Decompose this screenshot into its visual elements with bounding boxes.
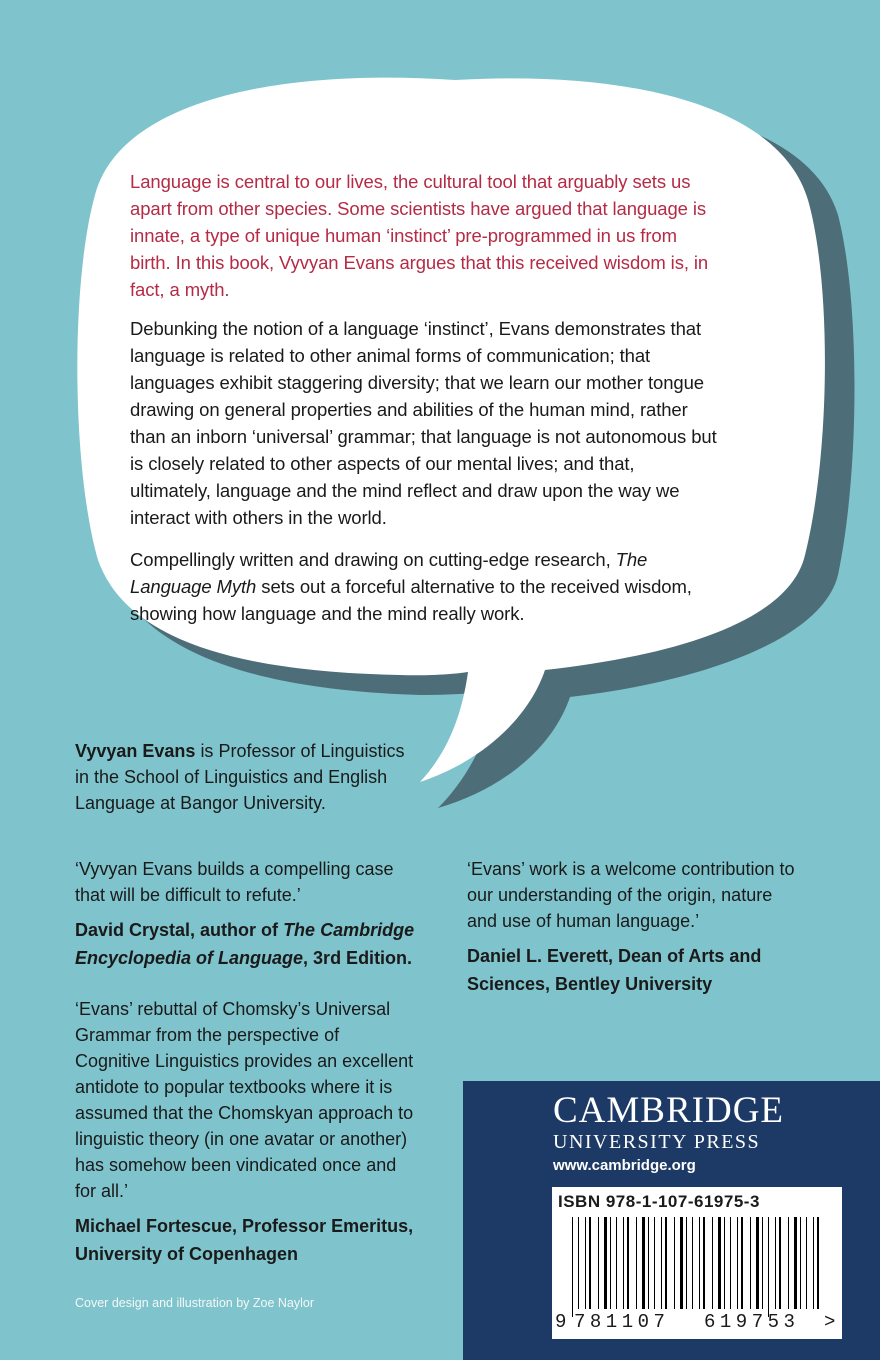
barcode-bar <box>665 1217 667 1309</box>
barcode-bar <box>800 1217 801 1309</box>
barcode-digits-left: 781107 <box>574 1311 670 1333</box>
publisher-subtitle: UNIVERSITY PRESS <box>553 1131 761 1153</box>
barcode-bar <box>750 1217 751 1309</box>
barcode-bar <box>616 1217 617 1309</box>
barcode-bar <box>806 1217 807 1309</box>
author-bio-text: is Professor of Linguistics in the School of Linguistics and English Language at Bangor University. <box>75 741 405 813</box>
barcode-bar <box>724 1217 725 1309</box>
blurb-intro: Language is central to our lives, the cultural tool that arguably sets us apart from other species. Some scientists have argued that language is innate, a type of unique human ‘instinct’ pre-programmed in us from birth. In this book, Vyvyan Evans argues that this received wisdom is, in fact, a myth. <box>130 171 709 300</box>
barcode-bar <box>741 1217 743 1309</box>
barcode-bar <box>654 1217 655 1309</box>
endorsement-source-name: David Crystal, author of <box>75 920 279 940</box>
barcode-bar <box>794 1217 797 1309</box>
barcode-bar <box>788 1217 789 1309</box>
barcode-bar <box>661 1217 662 1309</box>
endorsement-crystal <box>75 856 415 972</box>
author-name: Vyvyan Evans <box>75 741 196 761</box>
barcode-bar <box>610 1217 611 1309</box>
endorsement-source-title: The Cambridge Encyclopedia of Language <box>75 920 415 968</box>
barcode-bar <box>585 1217 586 1309</box>
endorsement-everett <box>467 856 797 998</box>
barcode-bar <box>648 1217 649 1309</box>
blurb-conclusion <box>130 546 720 627</box>
barcode-digits-right: 619753 <box>704 1311 800 1333</box>
barcode-bar <box>737 1217 738 1309</box>
blurb-conclusion-start: Compellingly written and drawing on cutting-edge research, <box>130 549 611 570</box>
endorsement-source: Michael Fortescue, Professor Emeritus, University of Copenhagen <box>75 1216 414 1264</box>
publisher-name: CAMBRIDGE <box>553 1090 785 1131</box>
barcode-bar <box>730 1217 731 1309</box>
barcode-bar <box>623 1217 624 1309</box>
endorsement-text: ‘Evans’ rebuttal of Chomsky’s Universal Grammar from the perspective of Cognitive Linguistics provides an excellent antidote to popular textbooks where it is assumed that the Chomskyan approach to linguistic theory (in one avatar or another) has somehow been vindicated once and for all.’ <box>75 999 414 1201</box>
barcode-bar <box>699 1217 700 1309</box>
barcode-bar <box>692 1217 693 1309</box>
barcode-bar <box>779 1217 781 1309</box>
barcode-bar <box>572 1217 573 1317</box>
barcode-bar <box>813 1217 814 1309</box>
barcode-bar <box>712 1217 713 1309</box>
barcode-bar <box>636 1217 637 1309</box>
publisher-url: www.cambridge.org <box>553 1157 696 1174</box>
barcode-digit-first: 9 <box>555 1311 567 1333</box>
barcode-bar <box>817 1217 819 1309</box>
barcode-bar <box>674 1217 675 1309</box>
barcode-bar <box>756 1217 759 1309</box>
barcode-bar <box>775 1217 776 1309</box>
barcode-bar <box>768 1217 769 1317</box>
barcode-bar <box>718 1217 721 1309</box>
barcode-bar <box>598 1217 599 1309</box>
endorsement-text: ‘Vyvyan Evans builds a compelling case that will be difficult to refute.’ <box>75 859 394 905</box>
barcode-bar <box>604 1217 607 1309</box>
book-title: The Language Myth <box>130 549 648 597</box>
endorsement-text: ‘Evans’ work is a welcome contribution to our understanding of the origin, nature and use of human language.’ <box>467 859 795 931</box>
endorsement-source: Daniel L. Everett, Dean of Arts and Sciences, Bentley University <box>467 946 762 994</box>
endorsement-source-edition: , 3rd Edition. <box>303 948 413 968</box>
blurb-body: Debunking the notion of a language ‘instinct’, Evans demonstrates that language is related to other animal forms of communication; that languages exhibit staggering diversity; that we learn our mother tongue drawing on general properties and abilities of the human mind, rather than an inborn ‘universal’ grammar; that language is not autonomous but is closely related to other aspects of our mental lives; and that, ultimately, language and the mind reflect and draw upon the way we interact with others in the world. <box>130 318 717 528</box>
isbn-label: ISBN 978-1-107-61975-3 <box>558 1192 760 1211</box>
isbn-barcode-box <box>552 1187 842 1339</box>
blurb-conclusion-end: sets out a forceful alternative to the received wisdom, showing how language and the mind really work. <box>130 576 692 624</box>
barcode-bar <box>680 1217 683 1309</box>
barcode-bar <box>627 1217 629 1309</box>
barcode-arrow: > <box>824 1311 836 1333</box>
barcode-bar <box>642 1217 645 1309</box>
barcode-bar <box>686 1217 687 1309</box>
endorsement-fortescue <box>75 996 415 1268</box>
publisher-panel <box>463 1081 880 1360</box>
endorsement-source <box>75 916 415 972</box>
barcode-bar <box>578 1217 579 1309</box>
barcode-bar <box>589 1217 591 1309</box>
barcode-bar <box>762 1217 763 1309</box>
design-credit: Cover design and illustration by Zoe Naylor <box>75 1296 315 1310</box>
author-bio <box>75 738 405 816</box>
barcode-bar <box>703 1217 705 1309</box>
